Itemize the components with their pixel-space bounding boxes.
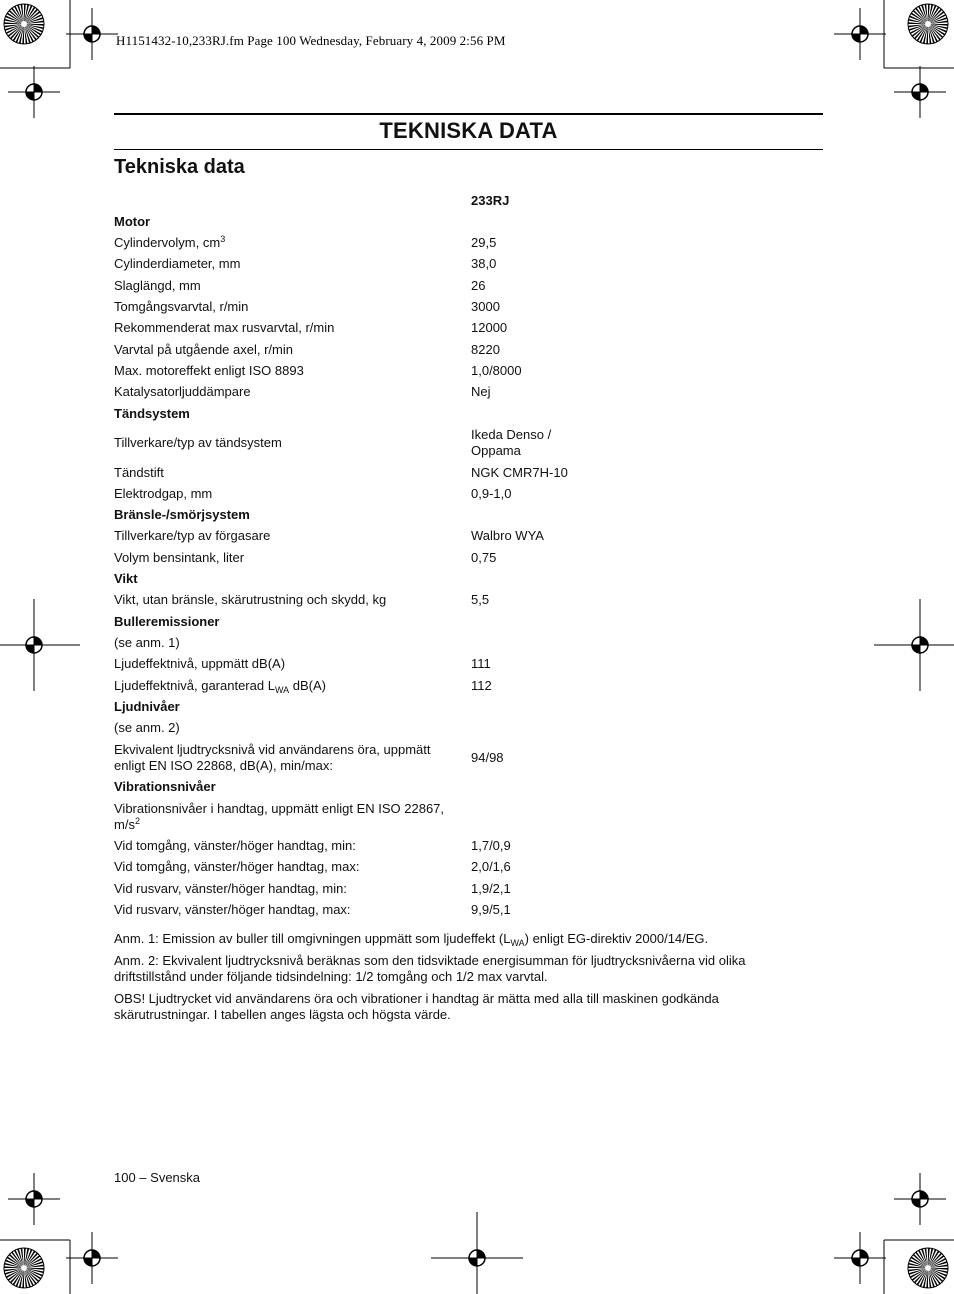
note-obs: OBS! Ljudtrycket vid användarens öra och vibrationer i handtag är mätta med alla till maskinen godkända skärutrustningar. I tabellen anges lägsta och högsta värde. [114, 991, 719, 1022]
model-column-header: 233RJ [471, 193, 510, 208]
title-rule-bottom [114, 149, 823, 150]
note-anm2: Anm. 2: Ekvivalent ljudtrycksnivå beräknas som den tidsviktade energisumman för ljudtrycksnivåerna vid olika driftstillstånd under följande tidsindelning: 1/2 tomgång och 1/2 max varvtal. [114, 953, 746, 984]
section-title: TEKNISKA DATA [379, 118, 558, 143]
page-heading: Tekniska data [114, 156, 245, 178]
note-anm1: Anm. 1: Emission av buller till omgivningen uppmätt som ljudeffekt $(L_{WA})$ enligt EG-direktiv 2000/14/EG. [114, 931, 709, 948]
file-slug: H1151432-10,233RJ.fm Page 100 Wednesday, February 4, 2009 2:56 PM [116, 33, 506, 48]
page-footer: 100 – Svenska [114, 1170, 201, 1185]
title-rule-top [114, 113, 823, 115]
